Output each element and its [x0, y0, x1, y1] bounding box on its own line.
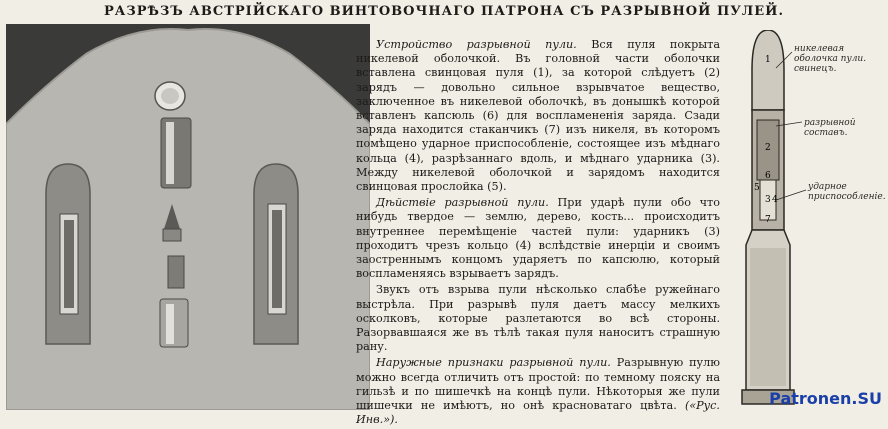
part-number-4: 4 — [772, 195, 778, 205]
left-bullet-section — [46, 164, 90, 344]
part-number-1: 1 — [765, 55, 771, 65]
source-citation: («Рус. Инв.»). — [356, 399, 720, 427]
paragraph-signs — [356, 356, 720, 427]
part-number-5: 5 — [754, 183, 760, 193]
cartridge-cutaway-diagram — [730, 30, 886, 414]
paragraph-action — [356, 196, 720, 281]
paragraph-sound — [356, 283, 720, 354]
heading-structure: Устройство разрывной пули. — [376, 38, 577, 51]
cartridge-drawing — [730, 30, 886, 414]
heading-signs: Наружные признаки разрывной пули. — [376, 356, 611, 370]
callout-jacket: никелевая оболочка пули. свинецъ. — [794, 44, 867, 74]
part-number-2: 2 — [765, 143, 771, 153]
part-number-6: 6 — [765, 171, 771, 181]
callout-striker: ударное приспособленіе. — [808, 182, 886, 202]
text-sound: Звукъ отъ взрыва пули нѣсколько слабѣе ружейнаго выстрѣла. При разрывѣ пуля даетъ массу мелкихъ осколковъ, которые разлетаются во всѣ стороны. Разорвавшаяся же въ тѣлѣ такая пуля наноситъ страшную рану. — [356, 283, 720, 354]
article-text — [356, 38, 720, 429]
watermark: Patronen.SU — [769, 389, 882, 408]
text-signs: Разрывную пулю можно всегда отличить отъ простой: по темному пояску на гильзѣ и по шишечкѣ на концѣ пули. Нѣкоторыя же пули шишечки не имѣютъ, но онѣ красноватаго цвѣта. — [356, 356, 720, 413]
page-title: РАЗРѢЗЪ АВСТРІЙСКАГО ВИНТОВОЧНАГО ПАТРОНА СЪ РАЗРЫВНОЙ ПУЛЕЙ. — [104, 4, 784, 19]
part-number-7: 7 — [765, 215, 771, 225]
bullet-components-photo — [6, 24, 370, 410]
text-action: При ударѣ пули обо что нибудь твердое — землю, дерево, кость... происходитъ внутреннее перемѣщеніе частей пули: ударникъ (3) проходитъ чрезъ кольцо (4) вслѣдствіе инерціи и своимъ заостреннымъ концомъ ударяетъ по капсюлю, который воспламеняясь взрываетъ зарядъ. — [356, 196, 720, 281]
right-bullet-section — [254, 164, 298, 344]
text-structure: Вся пуля покрыта никелевой оболочкой. Въ головной части оболочки вставлена свинцовая пуля (1), за которой слѣдуетъ (2) зарядъ — довольно сильное взрывчатое вещество, заключенное въ никелевой оболочкѣ, въ донышкѣ которой вставленъ капсюль (6) для воспламененія заряда. Сзади заряда находится стаканчикъ (7) изъ никеля, въ которомъ помѣщено ударное приспособленіе, состоящее изъ мѣднаго кольца (4), разрѣзаннаго вдоль, и мѣднаго ударника (3). Между никелевой оболочкой и зарядомъ находится свинцовая прослойка (5). — [356, 38, 720, 194]
part-number-3: 3 — [765, 195, 771, 205]
heading-action: Дѣйствіе разрывной пули. — [376, 196, 549, 210]
callout-charge: разрывной составъ. — [804, 118, 856, 138]
paragraph-structure — [356, 38, 720, 194]
photo-illustration — [6, 24, 370, 410]
